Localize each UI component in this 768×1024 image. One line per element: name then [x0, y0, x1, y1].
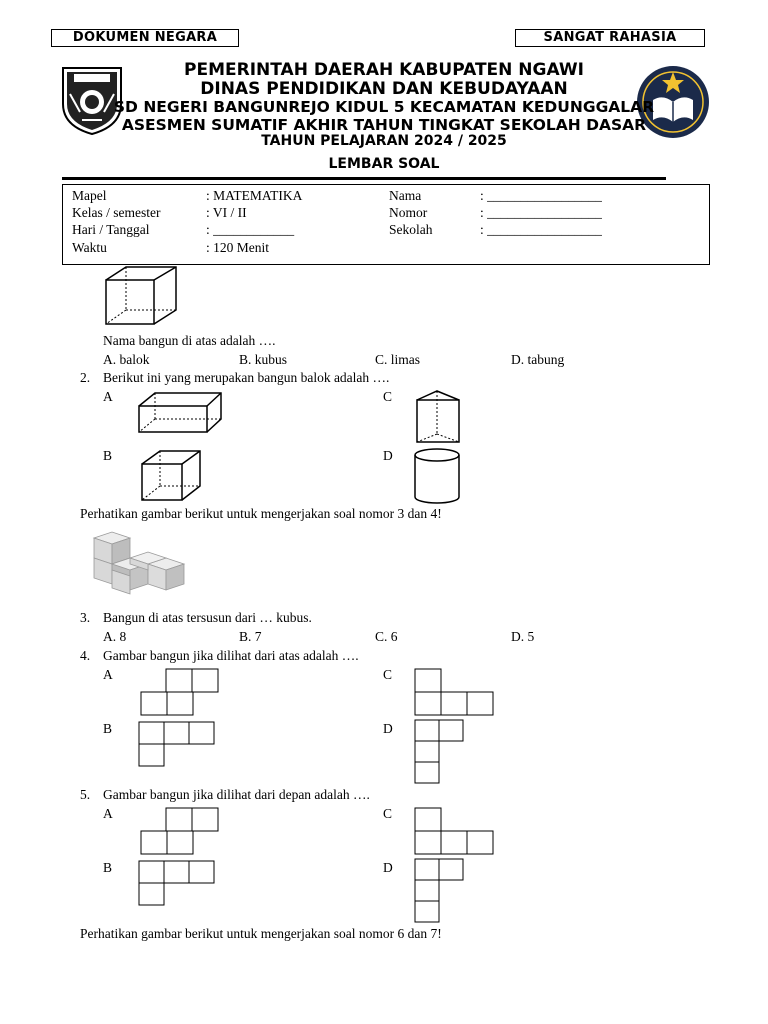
- hari-value: : ____________: [206, 222, 295, 237]
- q3-number: 3.: [80, 610, 91, 625]
- mapel-label: Mapel: [72, 188, 107, 203]
- q2-label-c: C: [383, 389, 393, 404]
- q5-d-grid-figure: [414, 858, 468, 924]
- q4-label-d: D: [383, 721, 393, 736]
- q2-c-prism-figure: [415, 390, 463, 444]
- q1-option-c: C. limas: [375, 352, 421, 367]
- dokumen-negara-label: DOKUMEN NEGARA: [51, 29, 239, 47]
- q5-label-c: C: [383, 806, 393, 821]
- q5-number: 5.: [80, 787, 91, 802]
- q4-a-grid-figure: [140, 668, 222, 718]
- kelas-value: : VI / II: [206, 205, 247, 220]
- q2-b-cube-figure: [140, 450, 204, 502]
- q1-option-b: B. kubus: [239, 352, 288, 367]
- nama-label: Nama: [389, 188, 422, 203]
- q2-question: Berikut ini yang merupakan bangun balok adalah ….: [103, 370, 390, 385]
- waktu-label: Waktu: [72, 240, 107, 255]
- q5-label-d: D: [383, 860, 393, 875]
- q2-label-b: B: [103, 448, 113, 463]
- header-line-2: DINAS PENDIDIKAN DAN KEBUDAYAAN: [200, 79, 568, 99]
- q5-a-grid-figure: [140, 807, 222, 857]
- kelas-label: Kelas / semester: [72, 205, 161, 220]
- header-line-5: TAHUN PELAJARAN 2024 / 2025: [261, 133, 507, 149]
- note-questions-3-4: Perhatikan gambar berikut untuk mengerjakan soal nomor 3 dan 4!: [80, 506, 442, 521]
- q3-option-a: A. 8: [103, 629, 127, 644]
- q2-label-d: D: [383, 448, 393, 463]
- q5-question: Gambar bangun jika dilihat dari depan adalah ….: [103, 787, 370, 802]
- q4-c-grid-figure: [414, 668, 496, 718]
- nomor-label: Nomor: [389, 205, 428, 220]
- stacked-cubes-figure: [90, 530, 190, 600]
- q4-label-a: A: [103, 667, 113, 682]
- waktu-value: : 120 Menit: [206, 240, 269, 255]
- sangat-rahasia-label: SANGAT RAHASIA: [515, 29, 705, 47]
- q2-label-a: A: [103, 389, 113, 404]
- nama-value: : _________________: [480, 188, 602, 203]
- q1-cube-figure: [104, 266, 184, 328]
- q3-option-b: B. 7: [239, 629, 262, 644]
- q5-label-b: B: [103, 860, 113, 875]
- q2-number: 2.: [80, 370, 91, 385]
- mapel-value: : MATEMATIKA: [206, 188, 303, 203]
- sekolah-label: Sekolah: [389, 222, 433, 237]
- nomor-value: : _________________: [480, 205, 602, 220]
- q1-question: Nama bangun di atas adalah ….: [103, 333, 276, 348]
- q2-d-cylinder-figure: [413, 447, 463, 505]
- q1-option-a: A. balok: [103, 352, 150, 367]
- q5-b-grid-figure: [138, 860, 218, 908]
- hari-label: Hari / Tanggal: [72, 222, 150, 237]
- q3-option-c: C. 6: [375, 629, 398, 644]
- q2-a-cuboid-figure: [137, 392, 227, 436]
- q4-label-b: B: [103, 721, 113, 736]
- q4-number: 4.: [80, 648, 91, 663]
- header-divider: [62, 177, 666, 180]
- header-line-4: ASESMEN SUMATIF AKHIR TAHUN TINGKAT SEKOLAH DASAR: [121, 116, 647, 134]
- page-title: LEMBAR SOAL: [328, 156, 440, 172]
- note-questions-6-7: Perhatikan gambar berikut untuk mengerjakan soal nomor 6 dan 7!: [80, 926, 442, 941]
- header-line-1: PEMERINTAH DAERAH KABUPATEN NGAWI: [184, 60, 584, 80]
- q5-c-grid-figure: [414, 807, 496, 857]
- header-line-3: SD NEGERI BANGUNREJO KIDUL 5 KECAMATAN KEDUNGGALAR: [113, 98, 655, 116]
- student-info-box: [62, 184, 710, 265]
- q3-option-d: D. 5: [511, 629, 535, 644]
- q4-b-grid-figure: [138, 721, 218, 769]
- q4-label-c: C: [383, 667, 393, 682]
- q4-d-grid-figure: [414, 719, 468, 785]
- q3-question: Bangun di atas tersusun dari … kubus.: [103, 610, 312, 625]
- q4-question: Gambar bangun jika dilihat dari atas adalah ….: [103, 648, 359, 663]
- q1-option-d: D. tabung: [511, 352, 565, 367]
- sekolah-value: : _________________: [480, 222, 602, 237]
- q5-label-a: A: [103, 806, 113, 821]
